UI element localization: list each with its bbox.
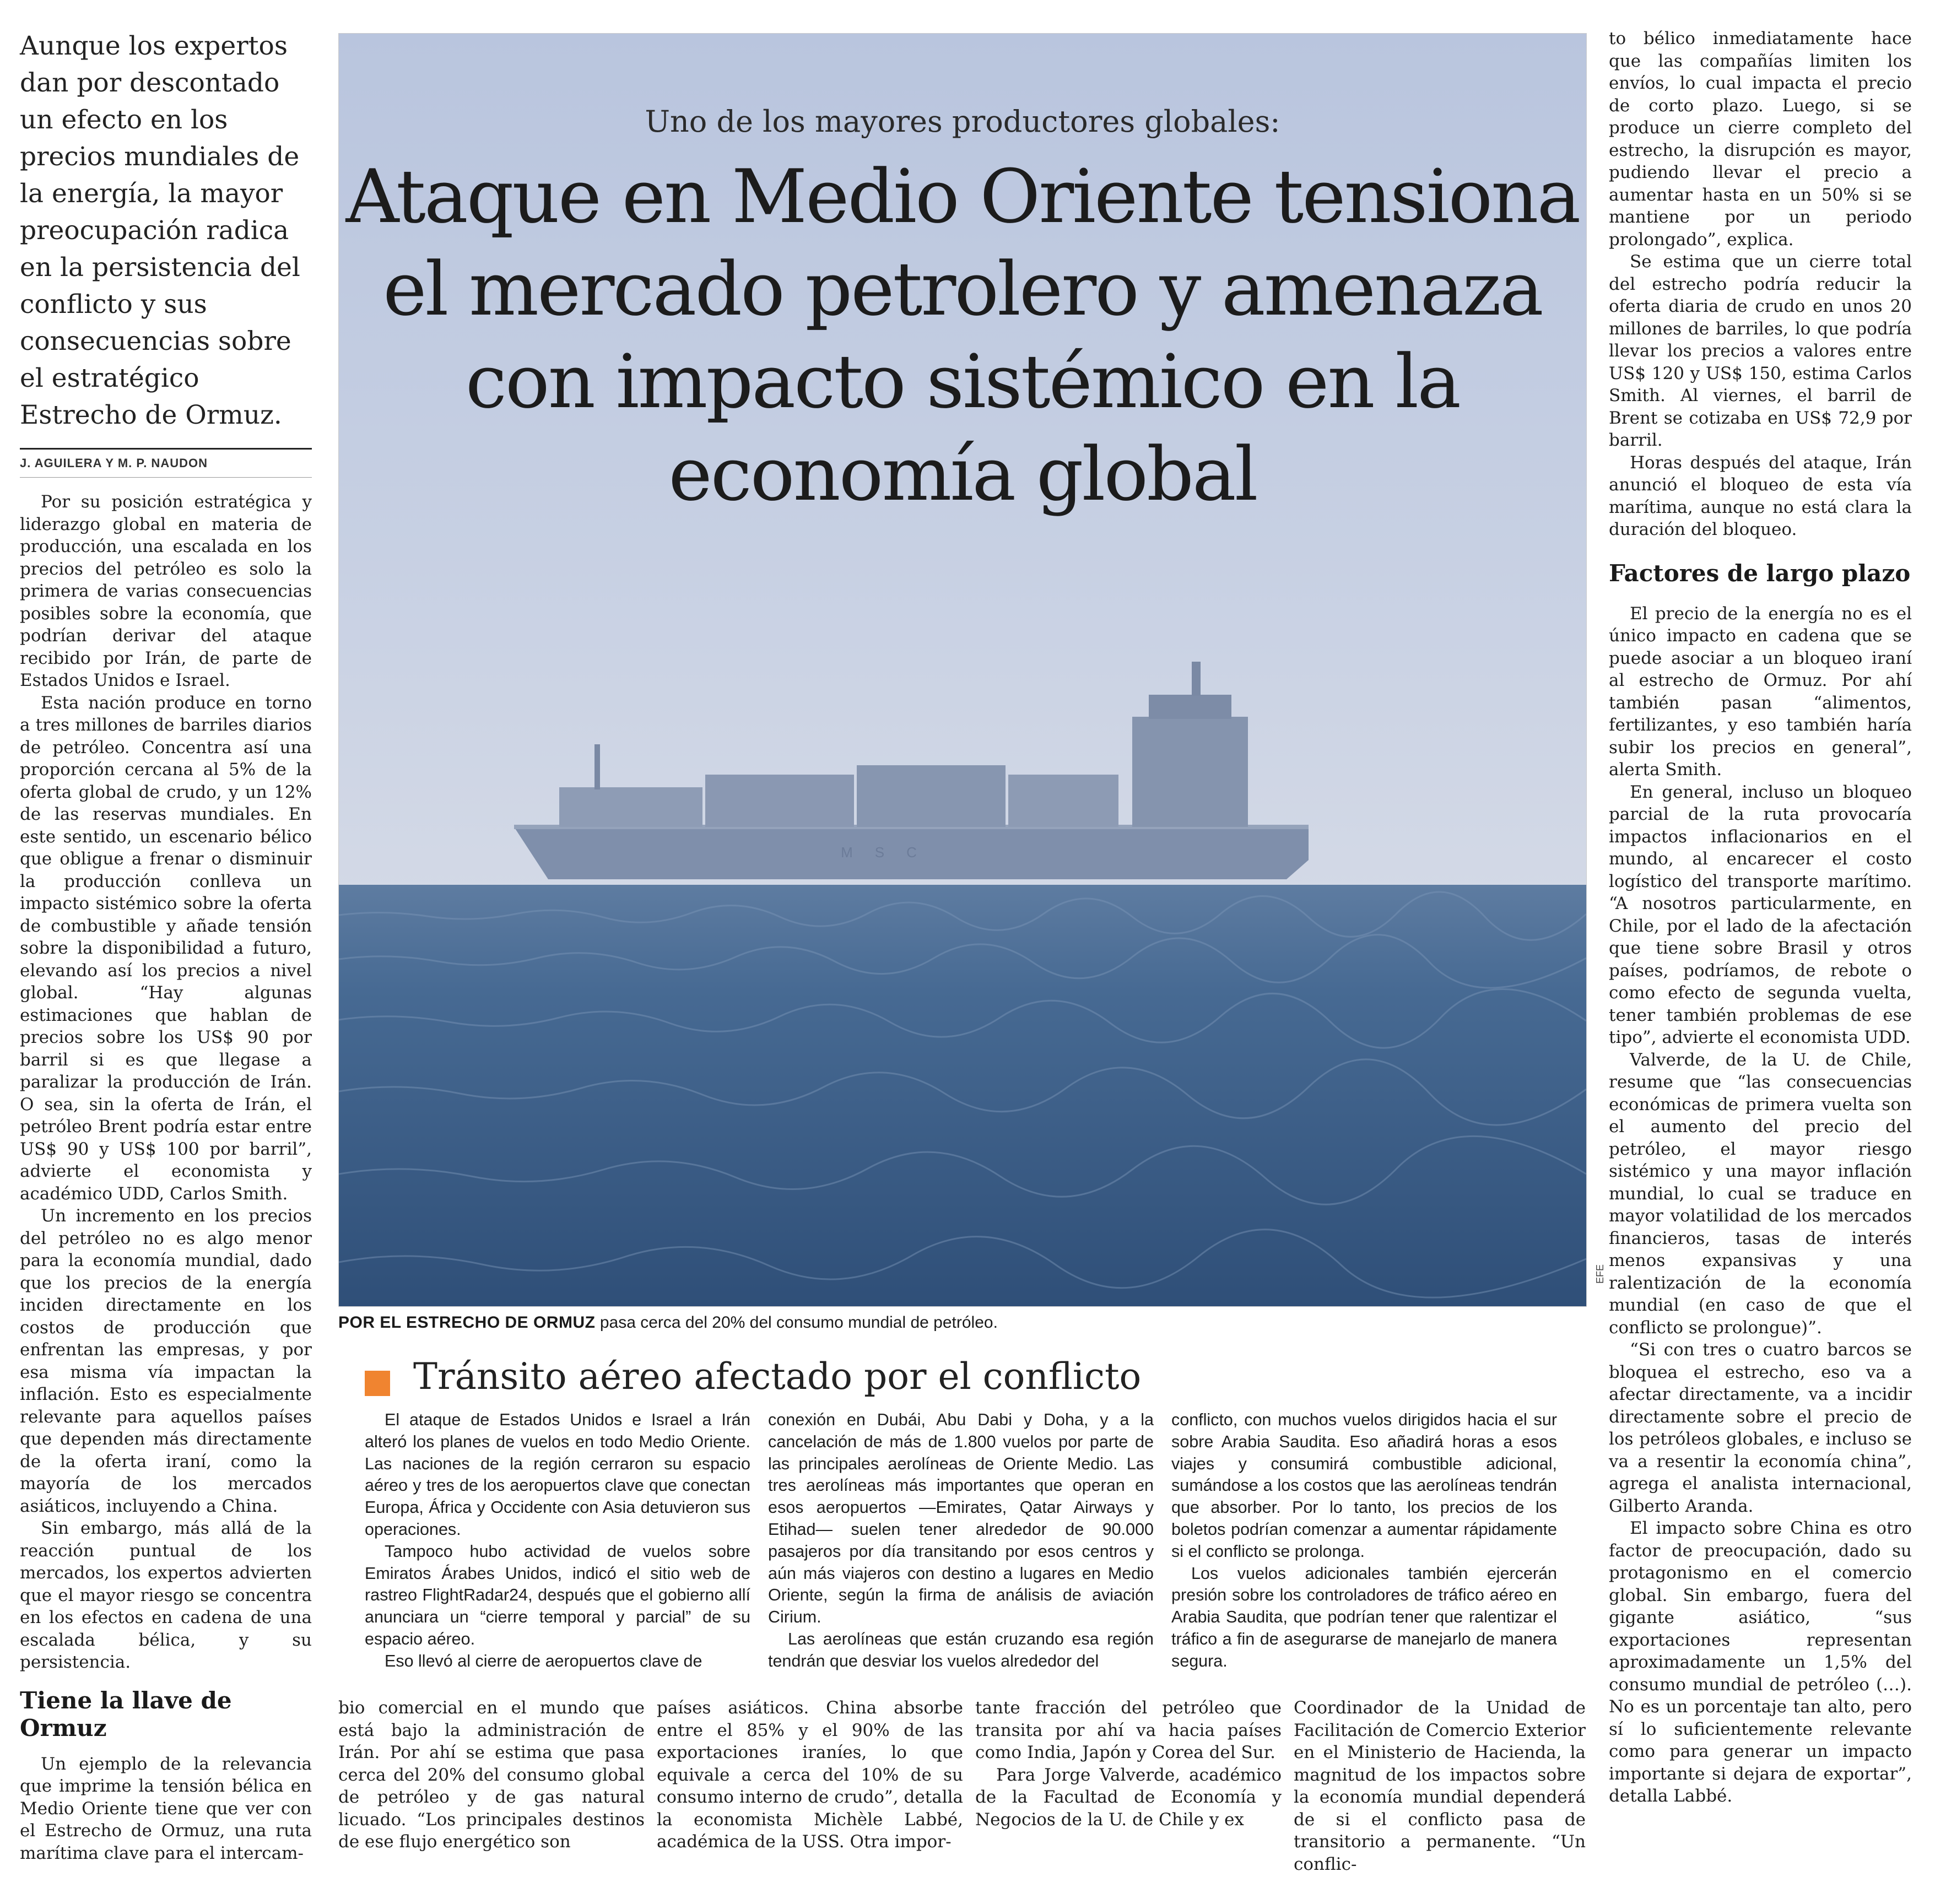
funnel-mast <box>1192 662 1201 696</box>
paragraph: Sin embargo, más allá de la reacción puntual de los mercados, los expertos advierten que el mayor riesgo se concentra en los efectos en cadena de una escalada bélica, y su persistencia. <box>20 1518 312 1672</box>
front-mast <box>594 744 600 789</box>
ship-marking: MSC <box>841 844 939 861</box>
left-article-body <box>20 491 312 1674</box>
paragraph: Se estima que un cierre total del estrecho podría reducir la oferta diaria de crudo en unos 20 millones de barriles, lo que podría llevar los precios a valores entre US$ 120 y US$ 150, estima Carlos Smith. Al viernes, el barril de Brent se cotizaba en US$ 72,9 por barril. <box>1609 252 1912 450</box>
right-article-body-2 <box>1609 603 1912 1808</box>
bottom-column-3 <box>975 1697 1282 1831</box>
paragraph: bio comercial en el mundo que está bajo la administración de Irán. Por ahí se estima que pasa cerca del 20% del consumo global de petróleo y de gas natural licuado. “Los principales destinos de ese flujo energético son <box>338 1698 645 1852</box>
paragraph: Un incremento en los precios del petróleo no es algo menor para la economía mundial, dado que los precios de la energía inciden directamente en los costos de producción que enfrentan las empresas, y por esa misma vía impactan la inflación. Esto es especialmente relevante para aquellos países que dependen más directamente de la oferta iraní, como la mayoría de los mercados asiáticos, incluyendo a China. <box>20 1206 312 1516</box>
paragraph: Por su posición estratégica y liderazgo global en materia de producción, una escalada en los precios del petróleo es solo la primera de varias consecuencias posibles sobre la economía, que podrían derivar del ataque recibido por Irán, de parte de Estados Unidos e Israel. <box>20 492 312 690</box>
paragraph: Los vuelos adicionales también ejercerán presión sobre los controladores de tráfico aéreo en Arabia Saudita, que podrían tener que ralentizar el tráfico a fin de asegurarse de manejarlo de manera segura. <box>1171 1564 1557 1670</box>
byline: J. AGUILERA Y M. P. NAUDON <box>20 456 312 478</box>
containers-3 <box>857 765 1006 827</box>
paragraph: El precio de la energía no es el único impacto en cadena que se puede asociar a un bloqueo iraní al estrecho de Ormuz. Por ahí también pasan “alimentos, fertilizantes, y eso también haría subir los precios en general”, alerta Smith. <box>1609 603 1912 780</box>
caption-text: pasa cerca del 20% del consumo mundial de petróleo. <box>595 1313 998 1332</box>
hero-photo <box>338 33 1587 1307</box>
transito-sidebar <box>338 1355 1586 1687</box>
paragraph: Para Jorge Valverde, académico de la Facultad de Economía y Negocios de la U. de Chile y ex <box>975 1765 1282 1830</box>
containers-4 <box>1008 775 1118 827</box>
paragraph: Un ejemplo de la relevancia que imprime la tensión bélica en Medio Oriente tiene que ver con el Estrecho de Ormuz, una ruta marítima clave para el intercam- <box>20 1754 312 1863</box>
paragraph: “Si con tres o cuatro barcos se bloquea el estrecho, eso va a afectar directamente, va a incidir directamente sobre el precio de los petróleos globales, e incluso se va a resentir la economía china”, agrega el analista internacional, Gilberto Aranda. <box>1609 1340 1912 1516</box>
subhead-ormuz: Tiene la llave de Ormuz <box>20 1686 232 1741</box>
containers-1 <box>559 787 702 827</box>
paragraph: Valverde, de la U. de Chile, resume que “las consecuencias económicas de primera vuelta son el aumento del precio del petróleo, el mayor riesgo sistémico y una mayor inflación mundial, lo cual se traduce en mayor volatilidad de los mercados financieros, tasas de interés menos expansivas y una ralentización de la economía mundial (en caso de que el conflicto se prolongue)”. <box>1609 1050 1912 1338</box>
transito-column-2 <box>768 1409 1154 1673</box>
containers-2 <box>705 775 854 827</box>
paragraph: conflicto, con muchos vuelos dirigidos hacia el sur sobre Arabia Saudita. Eso añadirá horas a esos viajes y consumirá combustible adicional, sumándose a los costos que las aerolíneas tendrán que absorber. Por lo tanto, los precios de los boletos podrían comenzar a aumentar rápidamente si el conflicto se prolonga. <box>1171 1410 1557 1561</box>
photo-credit: EFE <box>1595 1264 1606 1284</box>
orange-square-icon <box>365 1371 390 1396</box>
paragraph: conexión en Dubái, Abu Dabi y Doha, y a la cancelación de más de 1.800 vuelos por parte de las principales aerolíneas de Oriente Medio. Las tres aerolíneas más importantes que operan en esos aeropuertos —Emirates, Qatar Airways y Etihad— suelen tener alrededor de 90.000 pasajeros por día transitando por esos centros y aún más viajeros con destino a lugares en Medio Oriente, según la firma de análisis de aviación Cirium. <box>768 1410 1154 1627</box>
kicker: Uno de los mayores productores globales: <box>645 104 1280 139</box>
paragraph: to bélico inmediatamente hace que las compañías limiten los envíos, lo cual impacta el precio de corto plazo. Luego, si se produce un cierre completo del estrecho, la disrupción es mayor, pudiendo llevar el precio a aumentar hasta en un 50% si se mantiene por un periodo prolongado”, explica. <box>1609 29 1912 250</box>
paragraph: Eso llevó al cierre de aeropuertos clave de <box>385 1651 702 1670</box>
paragraph: Esta nación produce en torno a tres millones de barriles diarios de petróleo. Concentra así una proporción cercana al 5% de la oferta global de crudo, y un 12% de las reservas mundiales. En este sentido, un escenario bélico que obligue a frenar o disminuir la producción conlleva un impacto sistémico sobre la oferta de combustible y añade tensión sobre la disponibilidad a futuro, elevando así los precios a nivel global. “Hay algunas estimaciones que hablan de precios sobre los US$ 90 por barril si es que llegase a paralizar la producción de Irán. O sea, sin la oferta de Irán, el petróleo Brent podría estar entre US$ 90 y US$ 100 por barril”, advierte el economista y académico UDD, Carlos Smith. <box>20 693 312 1204</box>
transito-column-3 <box>1171 1409 1557 1673</box>
paragraph: El ataque de Estados Unidos e Israel a Irán alteró los planes de vuelos en todo Medio Oriente. Las naciones de la región cerraron su espacio aéreo y tres de los aeropuertos clave que conectan Europa, África y Occidente con Asia detuvieron sus operaciones. <box>365 1410 750 1539</box>
right-column <box>1609 28 1912 1808</box>
left-column <box>20 28 312 1864</box>
transito-title: Tránsito aéreo afectado por el conflicto <box>413 1355 1142 1398</box>
paragraph: En general, incluso un bloqueo parcial de la ruta provocaría impactos inflacionarios en el mundo, al encarecer el costo logístico del transporte marítimo. “A nosotros particularmente, en Chile, por el lado de la afectación que tiene sobre Brasil y otros países, podríamos, de rebote o como efecto de segunda vuelta, tener también problemas de ese tipo”, advierte el economista UDD. <box>1609 782 1912 1047</box>
subhead-factores: Factores de largo plazo <box>1609 559 1911 587</box>
sea <box>339 885 1586 1306</box>
standfirst: Aunque los expertos dan por descontado un efecto en los precios mundiales de la energía, la mayor preocupación radica en la persistencia del conflicto y sus consecuencias sobre el estratégico Estrecho de Ormuz. <box>20 31 300 430</box>
byline-rule <box>20 448 312 450</box>
paragraph: El impacto sobre China es otro factor de preocupación, dado su protagonismo en el comercio global. Sin embargo, fuera del gigante asiático, “sus exportaciones representan aproximadamente un 1,5% del consumo mundial de petróleo (…). No es un porcentaje tan alto, pero sí lo suficientemente relevante como para generar un impacto importante si dejara de exportar”, detalla Labbé. <box>1609 1518 1912 1806</box>
paragraph: Tampoco hubo actividad de vuelos sobre Emiratos Árabes Unidos, indicó el sitio web de rastreo FlightRadar24, después que el gobierno allí anunciara un “cierre temporal y parcial” de su espacio aéreo. <box>365 1541 750 1648</box>
paragraph: países asiáticos. China absorbe entre el 85% y el 90% de las exportaciones iraníes, lo que equivale a cerca del 10% de su consumo interno de crudo”, detalla la economista Michèle Labbé, académica de la USS. Otra impor- <box>657 1698 963 1852</box>
bottom-column-2 <box>657 1697 963 1853</box>
paragraph: Coordinador de la Unidad de Facilitación de Comercio Exterior en el Ministerio de Hacienda, la magnitud de los impactos sobre la economía mundial dependerá de si el conflicto pasa de transitorio a permanente. “Un conflic- <box>1294 1698 1586 1874</box>
caption-lead: POR EL ESTRECHO DE ORMUZ <box>338 1313 596 1332</box>
left-article-body-2 <box>20 1753 312 1865</box>
photo-caption <box>338 1313 1586 1332</box>
paragraph: tante fracción del petróleo que transita por ahí va hacia países como India, Japón y Corea del Sur. <box>975 1698 1282 1762</box>
transito-column-1 <box>365 1409 750 1673</box>
paragraph: Horas después del ataque, Irán anunció el bloqueo de esta vía marítima, aunque no está clara la duración del bloqueo. <box>1609 452 1912 539</box>
bottom-column-4 <box>1294 1697 1586 1875</box>
paragraph: Las aerolíneas que están cruzando esa región tendrán que desviar los vuelos alrededor del <box>768 1629 1154 1670</box>
headline: Ataque en Medio Oriente tensiona el mercado petrolero y amenaza con impacto sistémico en la economía global <box>345 154 1580 517</box>
right-article-body <box>1609 28 1912 541</box>
bridge-top <box>1149 695 1231 719</box>
bridge-tower <box>1132 717 1248 827</box>
bottom-column-1 <box>338 1697 645 1853</box>
